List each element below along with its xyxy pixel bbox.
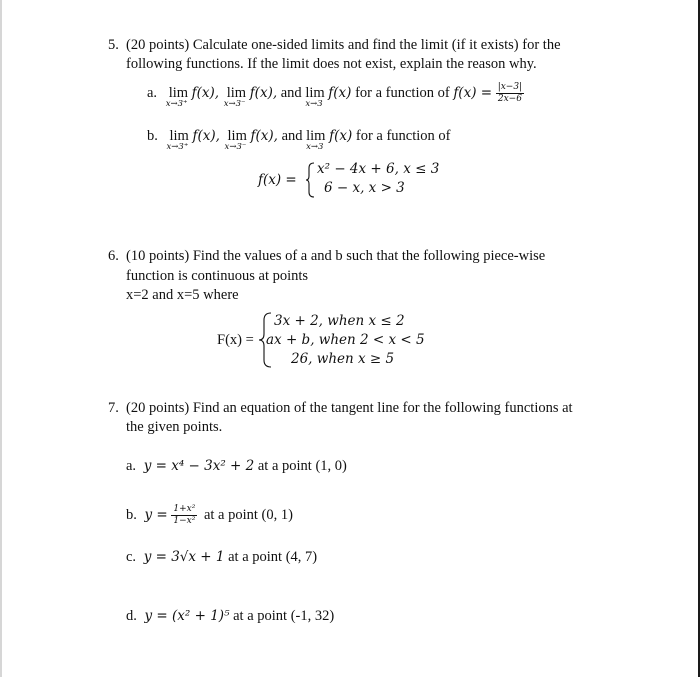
limit-two-fx: f(x) <box>329 128 353 144</box>
limit-left-fx: f(x), <box>250 128 278 144</box>
problem-5-number: 5. <box>108 37 119 53</box>
limit-left-word: lim <box>227 128 247 144</box>
limit-right <box>166 128 189 152</box>
piecewise-case-1: x² − 4x + 6, x ≤ 3 <box>317 161 440 177</box>
limit-left-sub: x→3⁻ <box>224 142 247 152</box>
problem-7d-label: d. <box>126 608 137 624</box>
problem-7a <box>126 459 347 474</box>
problem-7b <box>126 505 293 526</box>
limit-right <box>165 84 189 109</box>
limit-two <box>306 128 326 152</box>
piecewise-f-label: f(x) = <box>258 172 297 188</box>
problem-7-line-1: (20 points) Find an equation of the tangent line for the following functions at <box>126 400 573 416</box>
problem-7b-label: b. <box>126 506 137 523</box>
limit-two <box>305 84 325 109</box>
limit-right-fx: f(x), <box>191 84 220 101</box>
problem-7c-equation: y = 3√x + 1 <box>143 549 225 565</box>
problem-7a-equation: y = x⁴ − 3x² + 2 <box>143 458 255 474</box>
for-function-text: for a function of <box>355 128 451 144</box>
limit-two-word: lim <box>305 84 325 101</box>
limit-right-word: lim <box>169 128 189 144</box>
problem-7a-label: a. <box>126 458 137 474</box>
problem-7-number: 7. <box>108 400 119 416</box>
fraction-denominator: 1−x² <box>173 516 196 526</box>
limit-left-sub: x→3⁻ <box>223 98 246 109</box>
limit-right-sub: x→3⁺ <box>165 98 188 109</box>
piecewise-F-case-1: 3x + 2, when x ≤ 2 <box>274 313 405 329</box>
problem-5a <box>147 82 524 109</box>
problem-7c-point: at a point (4, 7) <box>228 549 318 565</box>
problem-6-line-2: function is continuous at points <box>126 268 309 284</box>
problem-7c <box>126 550 317 565</box>
problem-7b-y: y = <box>144 506 168 523</box>
function-def: f(x) = <box>453 84 493 101</box>
and-word: and <box>281 128 303 144</box>
fraction-numerator: |x−3| <box>497 82 523 92</box>
problem-6-line-1: (10 points) Find the values of a and b such that the following piece-wise <box>126 248 546 264</box>
piecewise-case-2: 6 − x, x > 3 <box>324 180 405 196</box>
problem-7a-point: at a point (1, 0) <box>257 458 347 474</box>
fraction-numerator: 1+x² <box>173 504 196 514</box>
problem-5-line-1: (20 points) Calculate one-sided limits and find the limit (if it exists) for the <box>126 37 561 53</box>
problem-7d-point: at a point (-1, 32) <box>233 608 335 624</box>
limit-two-sub: x→3 <box>305 98 323 109</box>
problem-7c-label: c. <box>126 549 137 565</box>
problem-7b-point: at a point (0, 1) <box>203 506 293 523</box>
problem-6-line-3: x=2 and x=5 where <box>126 287 239 303</box>
problem-7d-equation: y = (x² + 1)⁵ <box>144 608 230 624</box>
piecewise-F-case-3: 26, when x ≥ 5 <box>291 351 395 367</box>
limit-left-fx: f(x), <box>249 84 278 101</box>
problem-5a-label: a. <box>147 84 158 101</box>
limit-two-word: lim <box>306 128 326 144</box>
problem-7d <box>126 609 334 624</box>
limit-right-fx: f(x), <box>192 128 220 144</box>
fraction-denominator: 2x−6 <box>497 94 522 104</box>
problem-5b <box>147 128 451 152</box>
piecewise-F-case-2: ax + b, when 2 < x < 5 <box>266 332 425 348</box>
piecewise-F-label: F(x) = <box>217 332 254 348</box>
problem-5-line-2: following functions. If the limit does not exist, explain the reason why. <box>126 56 537 72</box>
fraction-abs <box>496 83 524 104</box>
limit-left-word: lim <box>226 84 247 101</box>
and-word: and <box>280 84 302 101</box>
limit-right-sub: x→3⁺ <box>166 142 189 152</box>
page-left-edge <box>0 0 2 677</box>
limit-right-word: lim <box>168 84 189 101</box>
brace-icon <box>306 162 316 198</box>
limit-two-fx: f(x) <box>328 84 352 101</box>
problem-7-line-2: the given points. <box>126 419 223 435</box>
limit-left <box>223 84 247 109</box>
problem-5b-label: b. <box>147 128 158 144</box>
limit-left <box>224 128 247 152</box>
problem-7b-fraction <box>171 505 197 526</box>
limit-two-sub: x→3 <box>306 142 324 152</box>
for-function-text: for a function of <box>355 84 450 101</box>
problem-6-number: 6. <box>108 248 119 264</box>
